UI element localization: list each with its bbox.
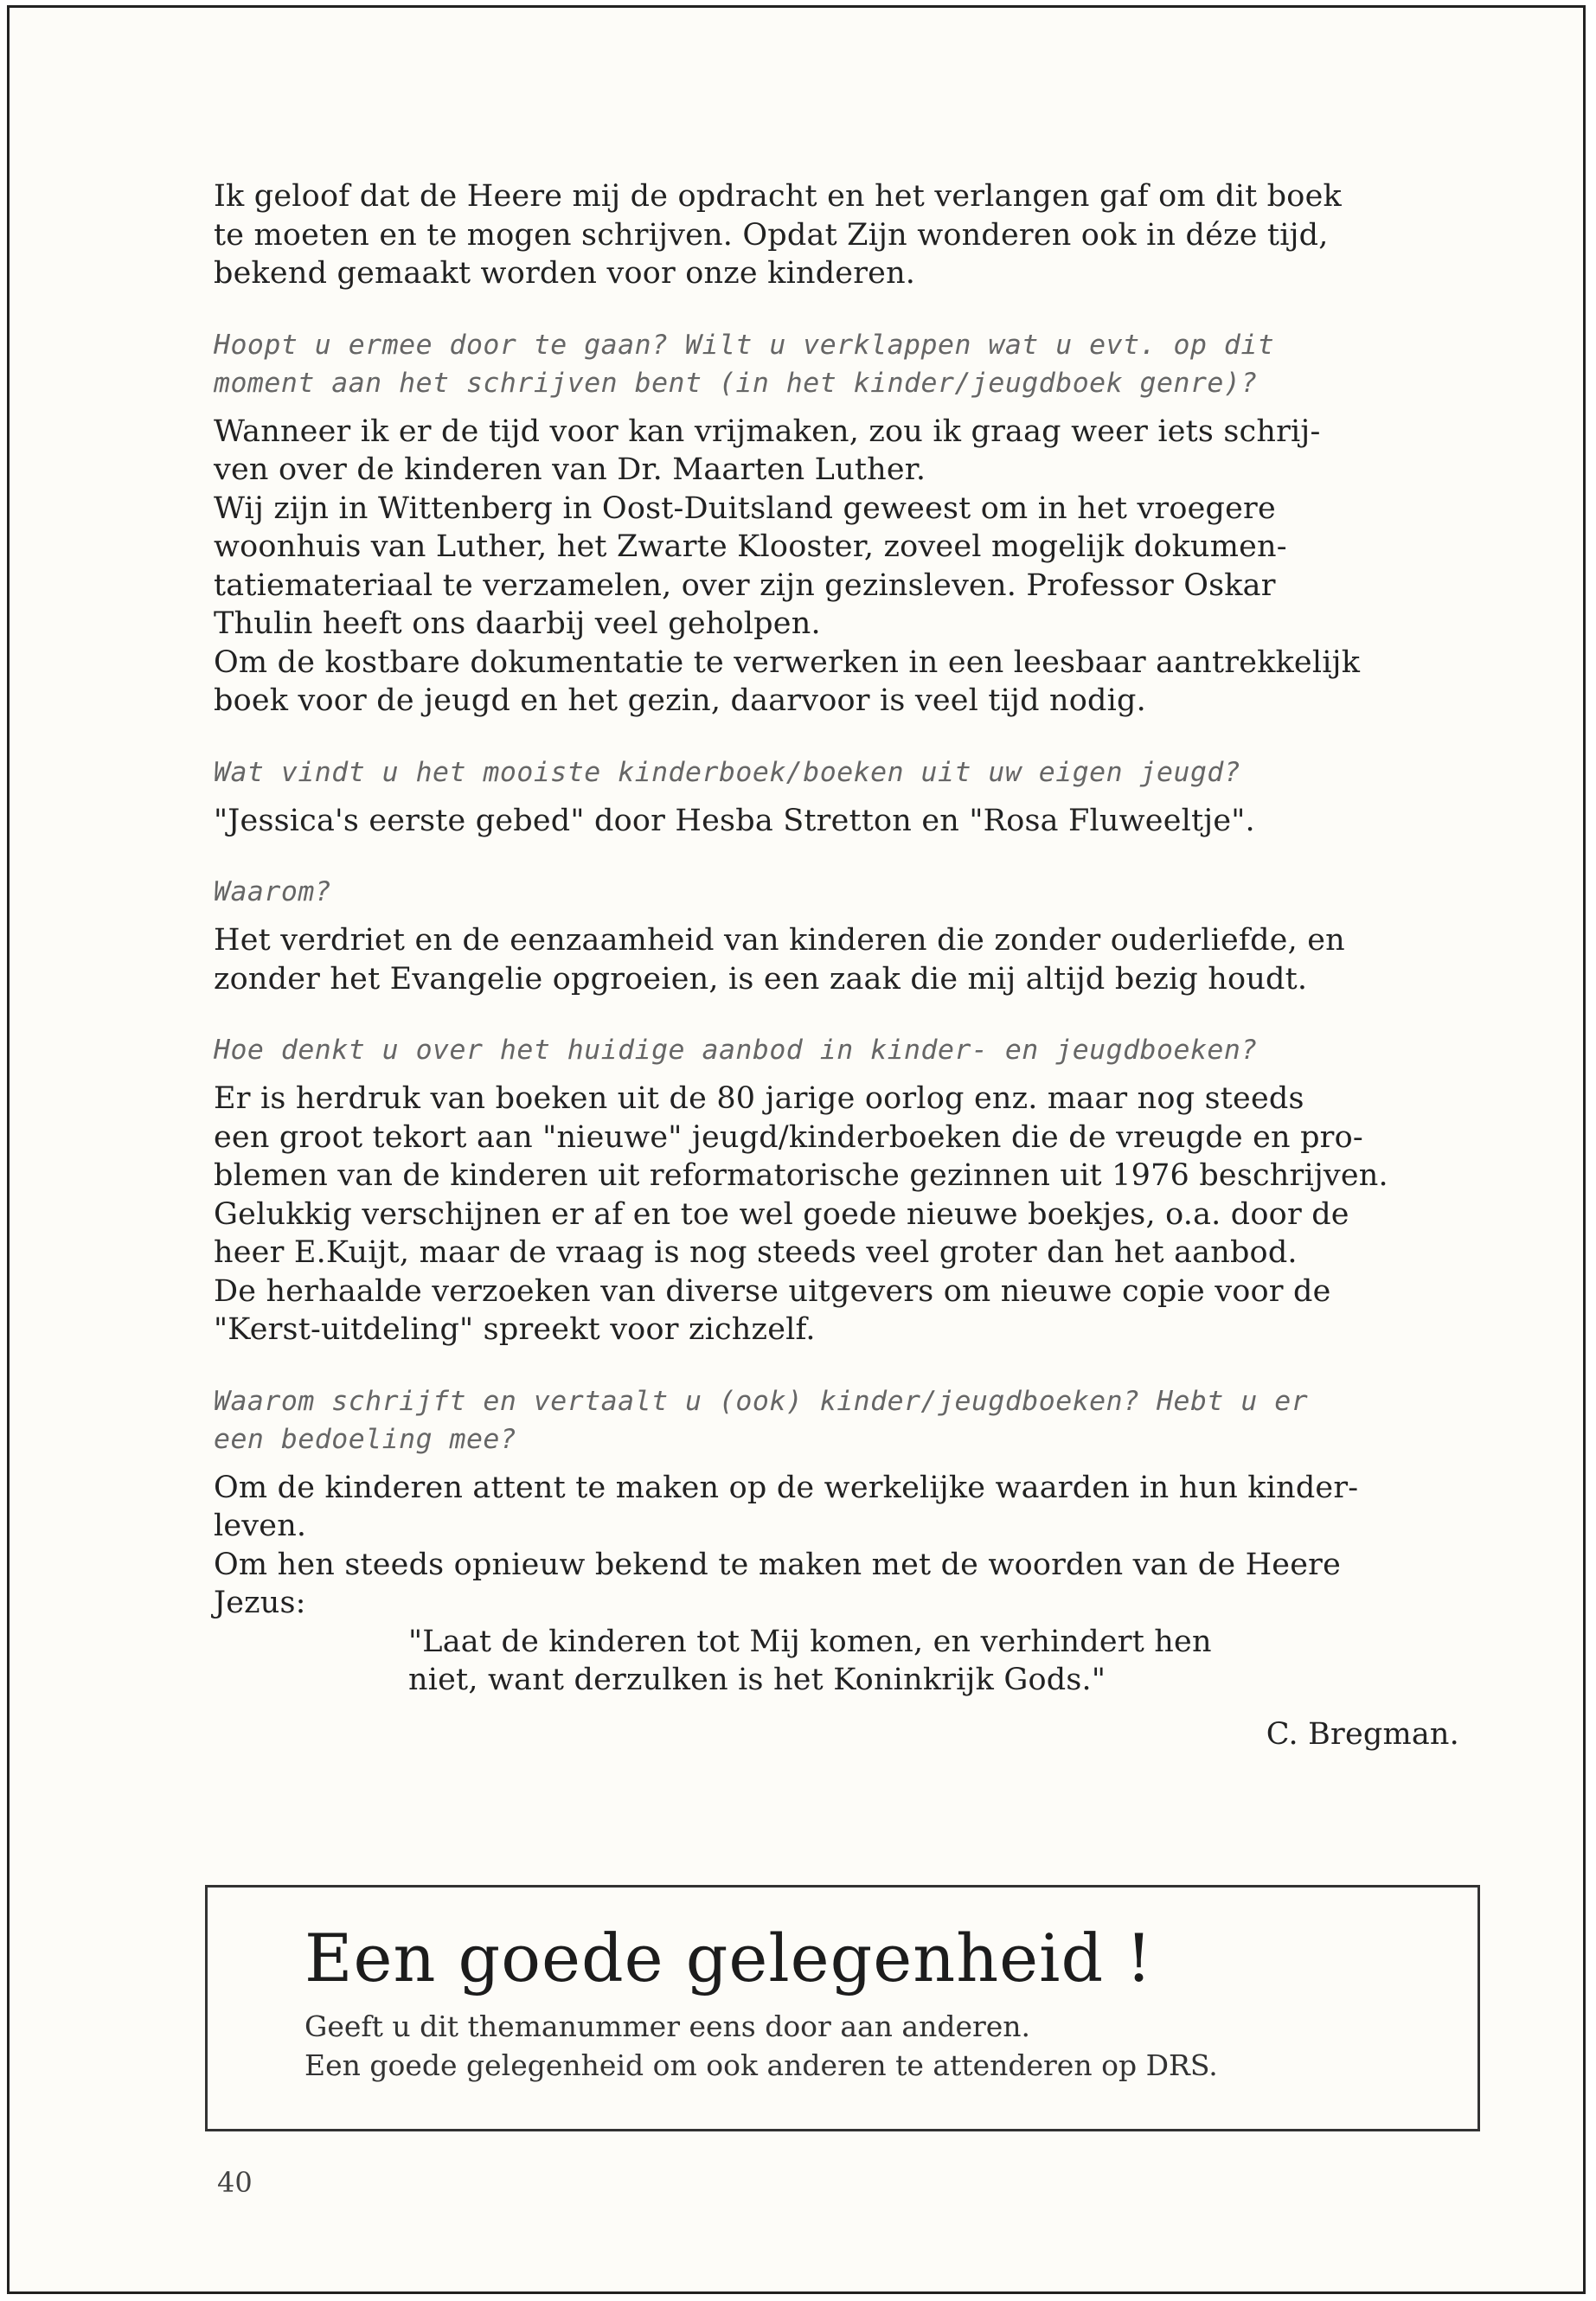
page-number: 40	[217, 2166, 253, 2199]
answer-line: heer E.Kuijt, maar de vraag is nog steeds veel groter dan het aanbod.	[214, 1235, 1298, 1270]
interview-question	[214, 1031, 1477, 1069]
intro-line: bekend gemaakt worden voor onze kinderen.	[214, 256, 916, 291]
quote-line: niet, want derzulken is het Koninkrijk Gods."	[408, 1663, 1106, 1697]
interview-question	[214, 753, 1477, 792]
answer-line: Om de kostbare dokumentatie te verwerken in een leesbaar aantrekkelijk	[214, 644, 1361, 680]
interview-question	[214, 1382, 1477, 1458]
interview-answer	[214, 1469, 1477, 1623]
answer-line: Het verdriet en de eenzaamheid van kinderen die zonder ouderliefde, en	[214, 923, 1345, 958]
answer-line: Om de kinderen attent te maken op de werkelijke waarden in hun kinder-	[214, 1470, 1359, 1505]
answer-line: Thulin heeft ons daarbij veel geholpen.	[214, 606, 821, 641]
answer-line: "Jessica's eerste gebed" door Hesba Stretton en "Rosa Fluweeltje".	[214, 803, 1255, 838]
quote-line: "Laat de kinderen tot Mij komen, en verhindert hen	[408, 1624, 1212, 1659]
answer-line: Er is herdruk van boeken uit de 80 jarige oorlog enz. maar nog steeds	[214, 1081, 1304, 1116]
answer-line: "Kerst-uitdeling" spreekt voor zichzelf.	[214, 1312, 816, 1347]
author-signature: C. Bregman.	[1266, 1716, 1459, 1752]
interview-question	[214, 873, 1477, 911]
answer-line: boek voor de jeugd en het gezin, daarvoor is veel tijd nodig.	[214, 683, 1146, 718]
question-line: Waarom?	[214, 876, 332, 907]
intro-line: Ik geloof dat de Heere mij de opdracht en het verlangen gaf om dit boek	[214, 179, 1342, 214]
answer-line: blemen van de kinderen uit reformatorische gezinnen uit 1976 beschrijven.	[214, 1158, 1388, 1193]
answer-line: een groot tekort aan "nieuwe" jeugd/kinderboeken die de vreugde en pro-	[214, 1119, 1363, 1155]
intro-line: te moeten en te mogen schrijven. Opdat Zijn wonderen ook in déze tijd,	[214, 217, 1329, 253]
answer-line: ven over de kinderen van Dr. Maarten Luther.	[214, 452, 926, 487]
interview-answer	[214, 1080, 1477, 1349]
announcement-box	[205, 1885, 1480, 2131]
answer-line: Om hen steeds opnieuw bekend te maken met de woorden van de Heere	[214, 1547, 1341, 1582]
question-line: Waarom schrijft en vertaalt u (ook) kinder/jeugdboeken? Hebt u er	[214, 1385, 1309, 1417]
question-line: Wat vindt u het mooiste kinderboek/boeken uit uw eigen jeugd?	[214, 756, 1241, 788]
interview-answer	[214, 413, 1477, 721]
answer-line: tatiemateriaal te verzamelen, over zijn gezinsleven. Professor Oskar	[214, 567, 1276, 603]
question-line: Hoe denkt u over het huidige aanbod in kinder- en jeugdboeken?	[214, 1035, 1258, 1066]
article-body	[214, 177, 1477, 1753]
announcement-line: Een goede gelegenheid om ook anderen te attenderen op DRS.	[304, 2048, 1218, 2082]
bible-quote	[214, 1623, 1477, 1700]
interview-question	[214, 326, 1477, 402]
answer-line: zonder het Evangelie opgroeien, is een zaak die mij altijd bezig houdt.	[214, 961, 1308, 997]
answer-line: Jezus:	[214, 1586, 306, 1620]
answer-line: Gelukkig verschijnen er af en toe wel goede nieuwe boekjes, o.a. door de	[214, 1196, 1349, 1232]
magazine-page	[7, 5, 1586, 2294]
question-line: een bedoeling mee?	[214, 1423, 517, 1455]
announcement-line: Geeft u dit themanummer eens door aan anderen.	[304, 2009, 1031, 2043]
answer-line: Wanneer ik er de tijd voor kan vrijmaken, zou ik graag weer iets schrij-	[214, 413, 1321, 449]
answer-line: woonhuis van Luther, het Zwarte Klooster, zoveel mogelijk dokumen-	[214, 529, 1287, 564]
announcement-text	[304, 2007, 1218, 2085]
question-line: moment aan het schrijven bent (in het kinder/jeugdboek genre)?	[214, 367, 1258, 399]
answer-line: leven.	[214, 1509, 307, 1543]
intro-paragraph	[214, 177, 1477, 293]
answer-line: De herhaalde verzoeken van diverse uitgevers om nieuwe copie voor de	[214, 1273, 1331, 1309]
answer-line: Wij zijn in Wittenberg in Oost-Duitsland geweest om in het vroegere	[214, 490, 1276, 526]
interview-answer	[214, 802, 1477, 841]
announcement-title: Een goede gelegenheid !	[304, 1920, 1153, 1997]
interview-answer	[214, 921, 1477, 998]
question-line: Hoopt u ermee door te gaan? Wilt u verklappen wat u evt. op dit	[214, 329, 1275, 361]
